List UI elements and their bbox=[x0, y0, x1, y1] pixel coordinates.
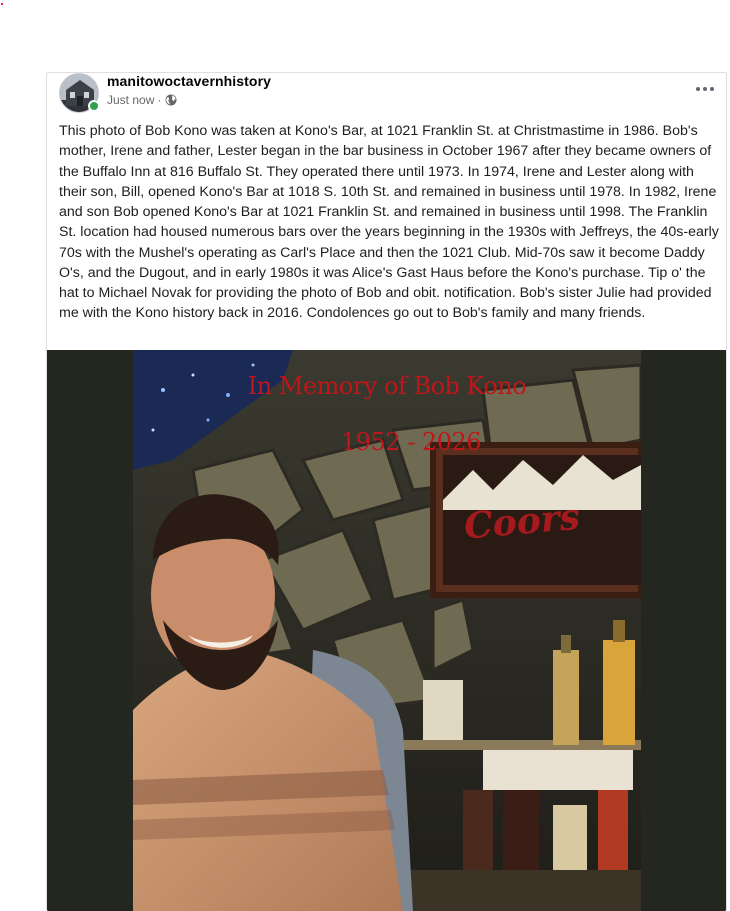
more-dot bbox=[703, 87, 707, 91]
more-options-button[interactable] bbox=[691, 79, 719, 99]
more-dot bbox=[710, 87, 714, 91]
globe-icon[interactable] bbox=[165, 94, 177, 106]
online-status-dot bbox=[88, 100, 100, 112]
more-dot bbox=[696, 87, 700, 91]
post-photo-frame[interactable] bbox=[47, 350, 727, 911]
corner-marker bbox=[1, 3, 3, 5]
post-timestamp[interactable]: Just now bbox=[107, 93, 155, 107]
post-header bbox=[59, 73, 719, 117]
coors-sign-text: Coors bbox=[462, 495, 582, 548]
post-card bbox=[46, 72, 727, 911]
meta-separator: · bbox=[157, 93, 162, 107]
memorial-years: 1952 - 2026 bbox=[340, 428, 482, 456]
post-body-text: This photo of Bob Kono was taken at Kono's Bar, at 1021 Franklin St. at Christmastime in 1986. Bob's mother, Irene and father, Lester began in the bar business in October 1967 after they became owners of the Buffalo Inn at 816 Buffalo St. They operated there until 1973. In 1974, Irene and Lester along with their son, Bill, opened Kono's Bar at 1018 S. 10th St. and remained in business until 1978. In 1982, Irene and son Bob opened Kono's Bar at 1021 Franklin St. and remained in business until 1998. The Franklin St. location had housed numerous bars over the years beginning in the 1930s with Jeffreys, the 40s-early 70s with the Mushel's operating as Carl's Place and then the 1021 Club. Mid-70s saw it become Daddy O's, and the Dugout, and in early 1980s it was Alice's Gast Haus before the Kono's purchase. Tip o' the hat to Michael Novak for providing the photo of Bob and obit. notification. Bob's sister Julie had provided me with the Kono history back in 2016. Condolences go out to Bob's family and many friends. bbox=[59, 123, 719, 322]
post-meta bbox=[107, 93, 177, 107]
page-name-link[interactable]: manitowoctavernhistory bbox=[107, 73, 272, 89]
memorial-title: In Memory of Bob Kono bbox=[247, 372, 527, 400]
memorial-photo[interactable] bbox=[133, 350, 641, 911]
